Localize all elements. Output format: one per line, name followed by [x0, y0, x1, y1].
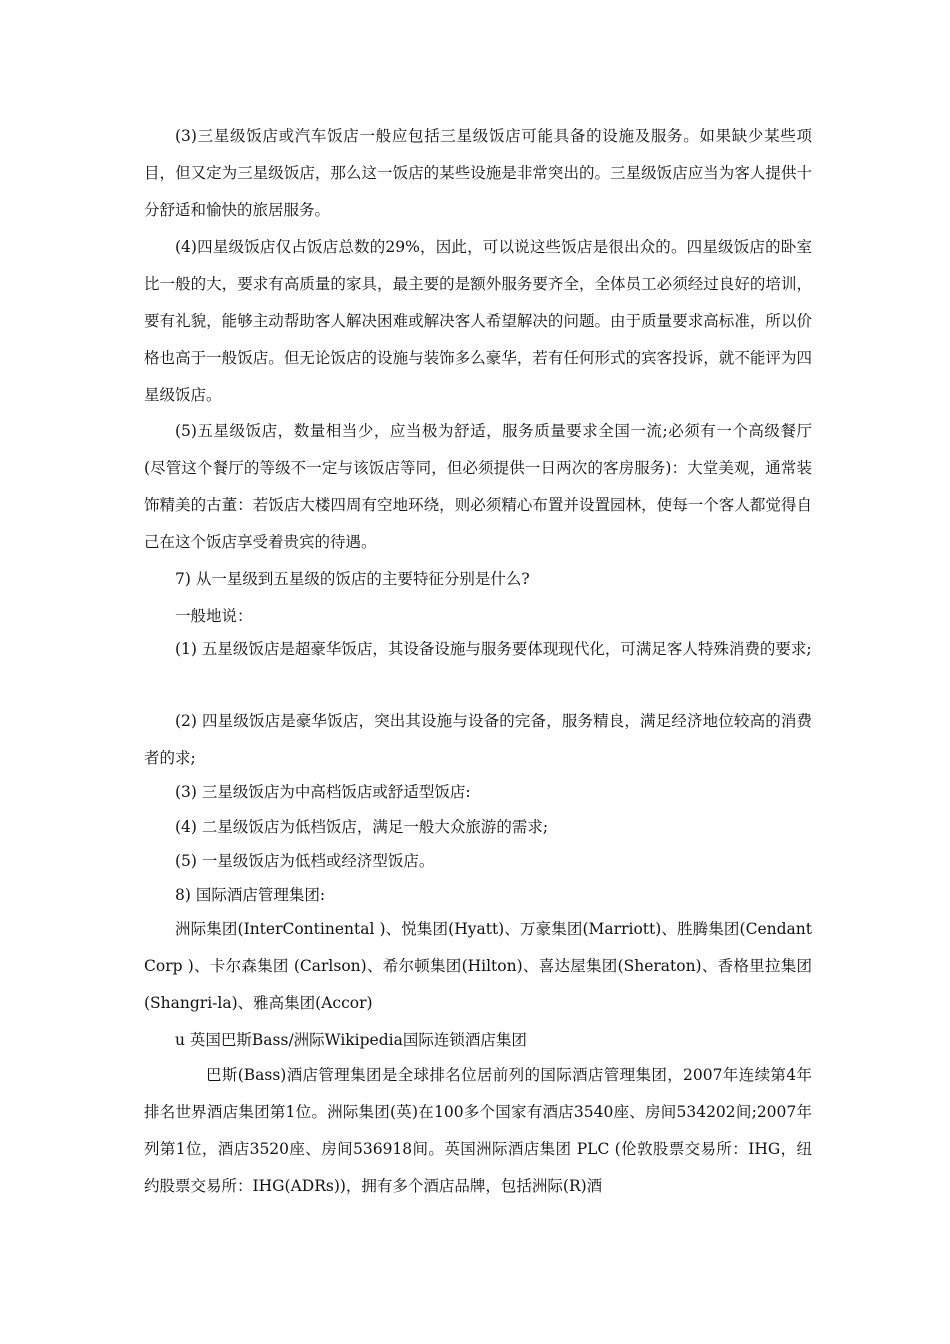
- bass-heading: u 英国巴斯Bass/洲际Wikipedia国际连锁酒店集团: [175, 1031, 527, 1049]
- question-7: 7) 从一星级到五星级的饭店的主要特征分别是什么?: [175, 570, 530, 588]
- hotel-groups-list: 洲际集团(InterContinental )、悦集团(Hyatt)、万豪集团(Marriott)、胜腾集团(Cendant Corp )、卡尔森集团 (Carlson)、希尔顿集团(Hilton)、喜达屋集团(Sheraton)、香格里拉集团(Shangri-la)、雅高集团(Accor): [144, 920, 812, 1012]
- list-item-5: (5) 一星级饭店为低档或经济型饭店。: [175, 852, 435, 870]
- paragraph-three-star: (3)三星级饭店或汽车饭店一般应包括三星级饭店可能具备的设施及服务。如果缺少某些项目，但又定为三星级饭店，那么这一饭店的某些设施是非常突出的。三星级饭店应当为客人提供十分舒适和愉快的旅居服务。: [144, 127, 812, 219]
- list-item-4: (4) 二星级饭店为低档饭店，满足一般大众旅游的需求;: [175, 818, 549, 836]
- generally-speaking: 一般地说：: [175, 607, 253, 625]
- paragraph-four-star: (4)四星级饭店仅占饭店总数的29%，因此，可以说这些饭店是很出众的。四星级饭店的卧室比一般的大，要求有高质量的家具，最主要的是额外服务要齐全，全体员工必须经过良好的培训，要有礼貌，能够主动帮助客人解决困难或解决客人希望解决的问题。由于质量要求高标准，所以价格也高于一般饭店。但无论饭店的设施与装饰多么豪华，若有任何形式的宾客投诉，就不能评为四星级饭店。: [144, 238, 812, 404]
- list-item-1: (1) 五星级饭店是超豪华饭店，其设备设施与服务要体现现代化，可满足客人特殊消费的要求;: [175, 640, 812, 658]
- list-item-2: (2) 四星级饭店是豪华饭店，突出其设施与设备的完备，服务精良，满足经济地位较高的消费者的求;: [144, 712, 812, 767]
- list-item-3: (3) 三星级饭店为中高档饭店或舒适型饭店:: [175, 783, 471, 801]
- paragraph-five-star: (5)五星级饭店，数量相当少，应当极为舒适，服务质量要求全国一流;必须有一个高级餐厅(尽管这个餐厅的等级不一定与该饭店等同，但必须提供一日两次的客房服务)：大堂美观，通常装饰精美的古董：若饭店大楼四周有空地环绕，则必须精心布置并设置园林，使每一个客人都觉得自己在这个饭店享受着贵宾的待遇。: [144, 422, 812, 551]
- bass-description: 巴斯(Bass)酒店管理集团是全球排名位居前列的国际酒店管理集团，2007年连续第4年排名世界酒店集团第1位。洲际集团(英)在100多个国家有酒店3540座、房间534202间;2007年列第1位，酒店3520座、房间536918间。英国洲际酒店集团 PLC (伦敦股票交易所：IHG，纽约股票交易所：IHG(ADRs))，拥有多个酒店品牌，包括洲际(R)酒: [144, 1066, 812, 1195]
- heading-8: 8) 国际酒店管理集团:: [175, 886, 326, 904]
